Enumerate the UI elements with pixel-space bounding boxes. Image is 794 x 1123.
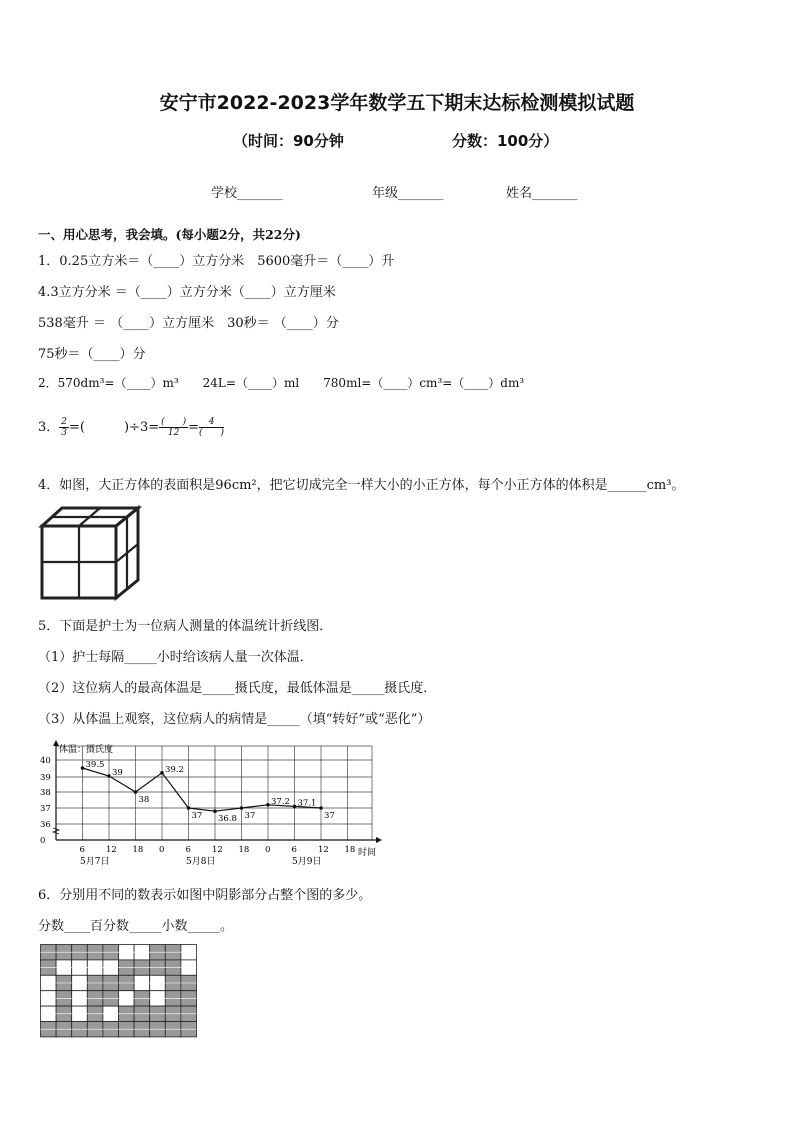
data-label: 37 <box>324 811 335 821</box>
day-label: 5月9日 <box>292 857 322 865</box>
x-tick-label: 12 <box>106 845 117 855</box>
q3-middle: =( )÷3= <box>69 420 160 435</box>
data-label: 38 <box>138 795 150 805</box>
data-label: 37 <box>191 811 203 821</box>
name-field: 姓名_______ <box>506 186 578 201</box>
q6-answer-line: 分数____百分数_____小数_____。 <box>38 919 234 934</box>
x-tick-label: 0 <box>265 845 271 855</box>
x-axis-arrow <box>376 837 382 843</box>
y-tick-label: 0 <box>40 836 46 846</box>
y-tick-label: 36 <box>40 820 51 830</box>
score-label: 分数：100分） <box>452 132 559 150</box>
data-point <box>187 806 191 810</box>
shaded-grid-figure <box>40 944 200 1038</box>
school-field: 学校_______ <box>211 186 283 201</box>
data-label: 39 <box>112 768 123 778</box>
q2-line: 2．570dm³=（____）m³ 24L=（____）ml 780ml=（____）cm³=（____）dm³ <box>38 376 525 390</box>
q5-part3: （3）从体温上观察，这位病人的病情是_____（填“转好”或“恶化”） <box>38 712 431 727</box>
data-label: 39.2 <box>165 764 184 775</box>
data-point <box>81 766 85 770</box>
q1-line3: 538毫升 ＝ （____）立方厘米 30秒＝ （____）分 <box>38 316 339 331</box>
y-tick-label: 39 <box>40 773 51 783</box>
data-point <box>160 771 164 775</box>
data-point <box>240 806 244 810</box>
data-point <box>319 806 323 810</box>
data-label: 39.5 <box>85 760 105 770</box>
cube-figure <box>38 504 144 602</box>
section-heading: 一、用心思考，我会填。(每小题2分，共22分) <box>38 227 301 242</box>
y-axis-label: 体温：摄氏度 <box>59 745 114 755</box>
data-label: 37.1 <box>297 798 317 809</box>
q1-line1: 1．0.25立方米＝（____）立方分米 5600毫升＝（____）升 <box>38 254 395 269</box>
q3-fraction-1: $\frac{2}{3}$ <box>61 417 68 438</box>
q1-line4: 75秒＝（____）分 <box>38 347 146 362</box>
q6-stem: 6．分别用不同的数表示如图中阴影部分占整个图的多少。 <box>38 888 372 903</box>
x-tick-label: 12 <box>318 845 329 855</box>
data-point <box>293 805 297 809</box>
q4-line: 4．如图，大正方体的表面积是96cm²，把它切成完全一样大小的小正方体，每个小正方体的体积是______cm³。 <box>38 478 685 493</box>
page-title: 安宁市2022-2023学年数学五下期末达标检测模拟试题 <box>159 92 635 114</box>
x-axis-label: 时间 <box>358 848 377 858</box>
x-tick-label: 6 <box>185 845 191 855</box>
x-tick-label: 0 <box>159 845 165 855</box>
q5-part1: （1）护士每隔_____小时给该病人量一次体温． <box>38 650 313 665</box>
x-tick-label: 18 <box>238 845 250 855</box>
x-tick-label: 6 <box>79 845 85 855</box>
x-tick-label: 18 <box>344 845 356 855</box>
q3-fraction-2: $\frac{( )}{12}$ <box>161 417 187 438</box>
data-label: 37.2 <box>271 796 290 807</box>
data-point <box>266 803 270 807</box>
data-label: 37 <box>244 811 256 821</box>
q1-line2: 4.3立方分米 ＝（____）立方分米（____）立方厘米 <box>38 285 336 300</box>
q3-prefix: 3． <box>38 420 60 435</box>
data-point <box>134 790 138 794</box>
q3-fraction-3: $\frac{4}{( )}$ <box>199 417 225 438</box>
q5-stem: 5．下面是护士为一位病人测量的体温统计折线图． <box>38 619 333 634</box>
y-tick-label: 40 <box>40 756 51 766</box>
grade-field: 年级_______ <box>372 186 444 201</box>
day-label: 5月7日 <box>80 857 110 865</box>
x-tick-label: 18 <box>132 845 144 855</box>
data-label: 36.8 <box>218 814 237 825</box>
temperature-chart <box>38 740 388 865</box>
q3-eq: = <box>188 420 200 435</box>
x-tick-label: 6 <box>291 845 297 855</box>
y-tick-label: 38 <box>40 788 51 798</box>
q3-line <box>38 416 224 438</box>
y-tick-label: 37 <box>40 804 51 814</box>
q5-part2: （2）这位病人的最高体温是_____摄氏度，最低体温是_____摄氏度． <box>38 681 437 696</box>
data-point <box>107 774 111 778</box>
day-label: 5月8日 <box>186 857 216 865</box>
axis-break <box>53 828 59 834</box>
data-point <box>213 809 217 813</box>
time-label: （时间：90分钟 <box>233 132 344 150</box>
x-tick-label: 12 <box>212 845 223 855</box>
